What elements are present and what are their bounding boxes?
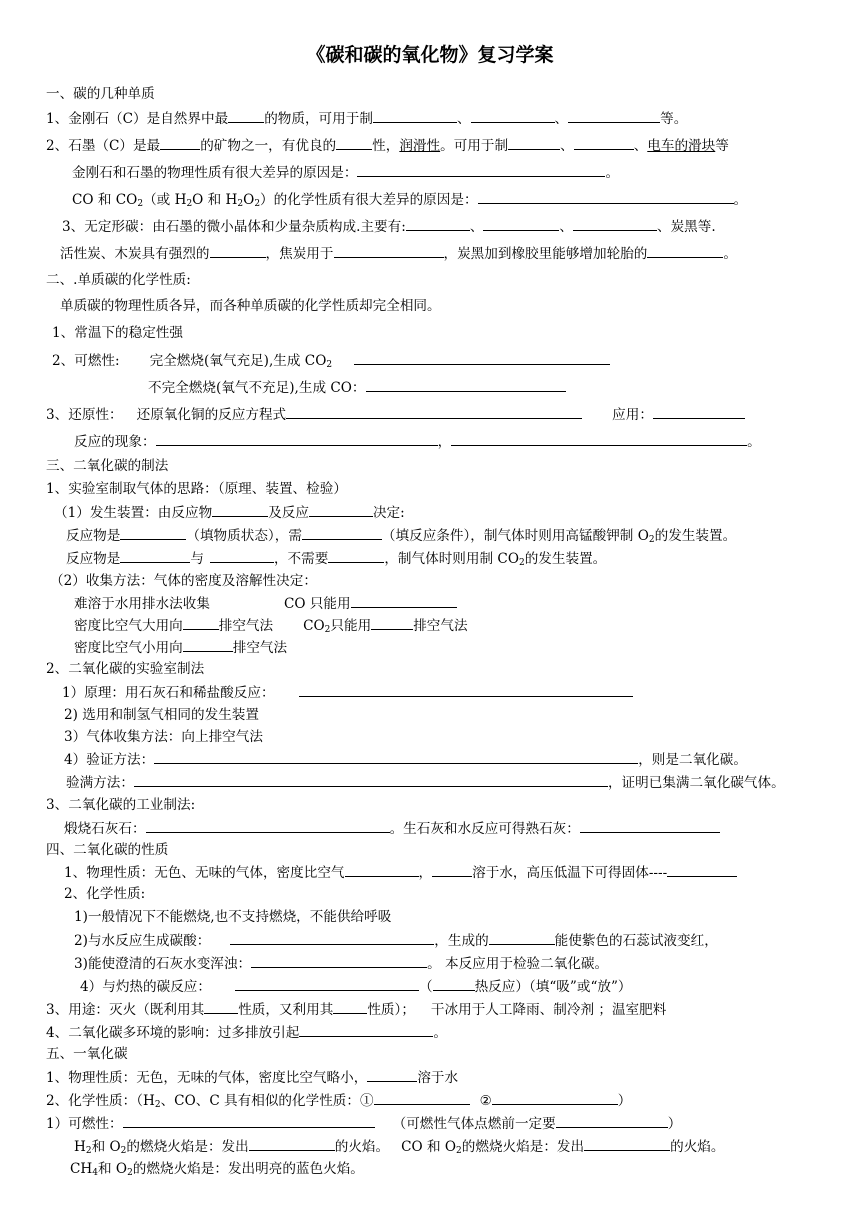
s2-line-5: 反应的现象： ， 。 (74, 431, 761, 452)
s3-line-16: 煅烧石灰石： 。生石灰和水反应可得熟石灰： (64, 818, 720, 839)
s3-line-10: 1）原理：用石灰石和稀盐酸反应： (62, 682, 633, 703)
s3-line-11: 2) 选用和制氢气相同的发生装置 (64, 707, 259, 723)
section-4-heading: 四、二氧化碳的性质 (46, 842, 169, 858)
page-title: 《碳和碳的氧化物》复习学案 (306, 44, 554, 66)
s4-line-6: 4）与灼热的碳反应： （ 热反应）（填“吸”或“放”） (74, 976, 632, 997)
section-1-heading: 一、碳的几种单质 (46, 86, 155, 102)
s3-line-5: （2）收集方法：气体的密度及溶解性决定： (50, 573, 317, 589)
s5-line-2: 2、化学性质：（$H_2$、CO、C 具有相似的化学性质：① ② ） (46, 1090, 631, 1111)
s3-line-6: 难溶于水用排水法收集 CO 只能用 (74, 593, 457, 614)
s5-line-3: 1）可燃性： （可燃性气体点燃前一定要 ） (46, 1113, 681, 1134)
section-5-heading: 五、一氧化碳 (46, 1046, 128, 1062)
s2-paragraph: 单质碳的物理性质各异，而各种单质碳的化学性质却完全相同。 (60, 298, 441, 314)
s5-line-5: $CH_4$和 $O_2$的燃烧火焰是：发出明亮的蓝色火焰。 (70, 1161, 364, 1178)
s1-line-1: 1、金刚石（C）是自然界中最 的物质，可用于制 、 、 等。 (46, 108, 687, 129)
s2-line-4: 3、还原性： 还原氧化铜的反应方程式 应用： (46, 404, 745, 425)
s1-line-3: 金刚石和石墨的物理性质有很大差异的原因是： 。 (72, 162, 619, 183)
s3-line-4: 反应物是 与 ，不需要 ，制气体时则用制 $CO_2$的发生装置。 (66, 548, 606, 569)
s4-line-3: 1)一般情况下不能燃烧,也不支持燃烧，不能供给呼吸 (74, 909, 392, 925)
s3-line-13: 4）验证方法： ，则是二氧化碳。 (64, 749, 747, 770)
s1-line-2: 2、石墨（C）是最 的矿物之一，有优良的 性，润滑性。可用于制 、 、电车的滑块等 (46, 135, 729, 156)
section-2-heading: 二、.单质碳的化学性质: (46, 272, 191, 288)
s5-line-4: $H_2$和 $O_2$的燃烧火焰是：发出 的火焰。 CO 和 $O_2$的燃烧火焰是：发出 的火焰。 (74, 1136, 725, 1157)
s2-line-1: 1、常温下的稳定性强 (52, 325, 183, 341)
s4-line-5: 3)能使澄清的石灰水变浑浊： 。 本反应用于检验二氧化碳。 (74, 953, 608, 974)
s3-line-15: 3、二氧化碳的工业制法: (46, 797, 196, 813)
s3-line-14: 验满方法： ，证明已集满二氧化碳气体。 (66, 772, 785, 793)
s4-line-1: 1、物理性质：无色、无味的气体，密度比空气 ， 溶于水，高压低温下可得固体---- (64, 862, 737, 883)
s1-line-4: CO 和 $CO_2$（或 $H_2O$ 和 $H_2O_2$）的化学性质有很大差异的原因是： 。 (72, 189, 747, 210)
s5-line-1: 1、物理性质：无色，无味的气体，密度比空气略小， 溶于水 (46, 1067, 458, 1088)
s4-line-8: 4、二氧化碳多环境的影响：过多排放引起 。 (46, 1022, 447, 1043)
s3-line-7: 密度比空气大用向 排空气法 $CO_2$只能用 排空气法 (74, 615, 468, 636)
s3-line-9: 2、二氧化碳的实验室制法 (46, 661, 205, 677)
section-3-heading: 三、二氧化碳的制法 (46, 458, 169, 474)
s4-line-2: 2、化学性质: (64, 886, 146, 902)
s1-line-6: 活性炭、木炭具有强烈的 ，焦炭用于 ，炭黑加到橡胶里能够增加轮胎的 。 (60, 243, 737, 264)
s3-line-8: 密度比空气小用向 排空气法 (74, 637, 287, 658)
s4-line-4: 2)与水反应生成碳酸： ，生成的 能使紫色的石蕊试液变红， (74, 930, 718, 951)
s3-line-2: （1）发生装置：由反应物 及反应 决定: (54, 502, 405, 523)
s2-line-3: 不完全燃烧(氧气不充足),生成 CO： (148, 377, 566, 398)
s2-line-2: 2、可燃性: 完全燃烧(氧气充足),生成 $CO_2$ (52, 350, 610, 371)
s3-line-1: 1、实验室制取气体的思路：（原理、装置、检验） (46, 481, 347, 497)
s1-line-5: 3、无定形碳：由石墨的微小晶体和少量杂质构成.主要有: 、 、 、炭黑等. (62, 216, 716, 237)
s3-line-3: 反应物是 （填物质状态），需 （填反应条件），制气体时则用高锰酸钾制 $O_2$的发生装置。 (66, 525, 736, 546)
s4-line-7: 3、用途：灭火（既利用其 性质，又利用其 性质）； 干冰用于人工降雨、制冷剂 ；温室肥料 (46, 999, 666, 1020)
s3-line-12: 3）气体收集方法：向上排空气法 (64, 729, 263, 745)
